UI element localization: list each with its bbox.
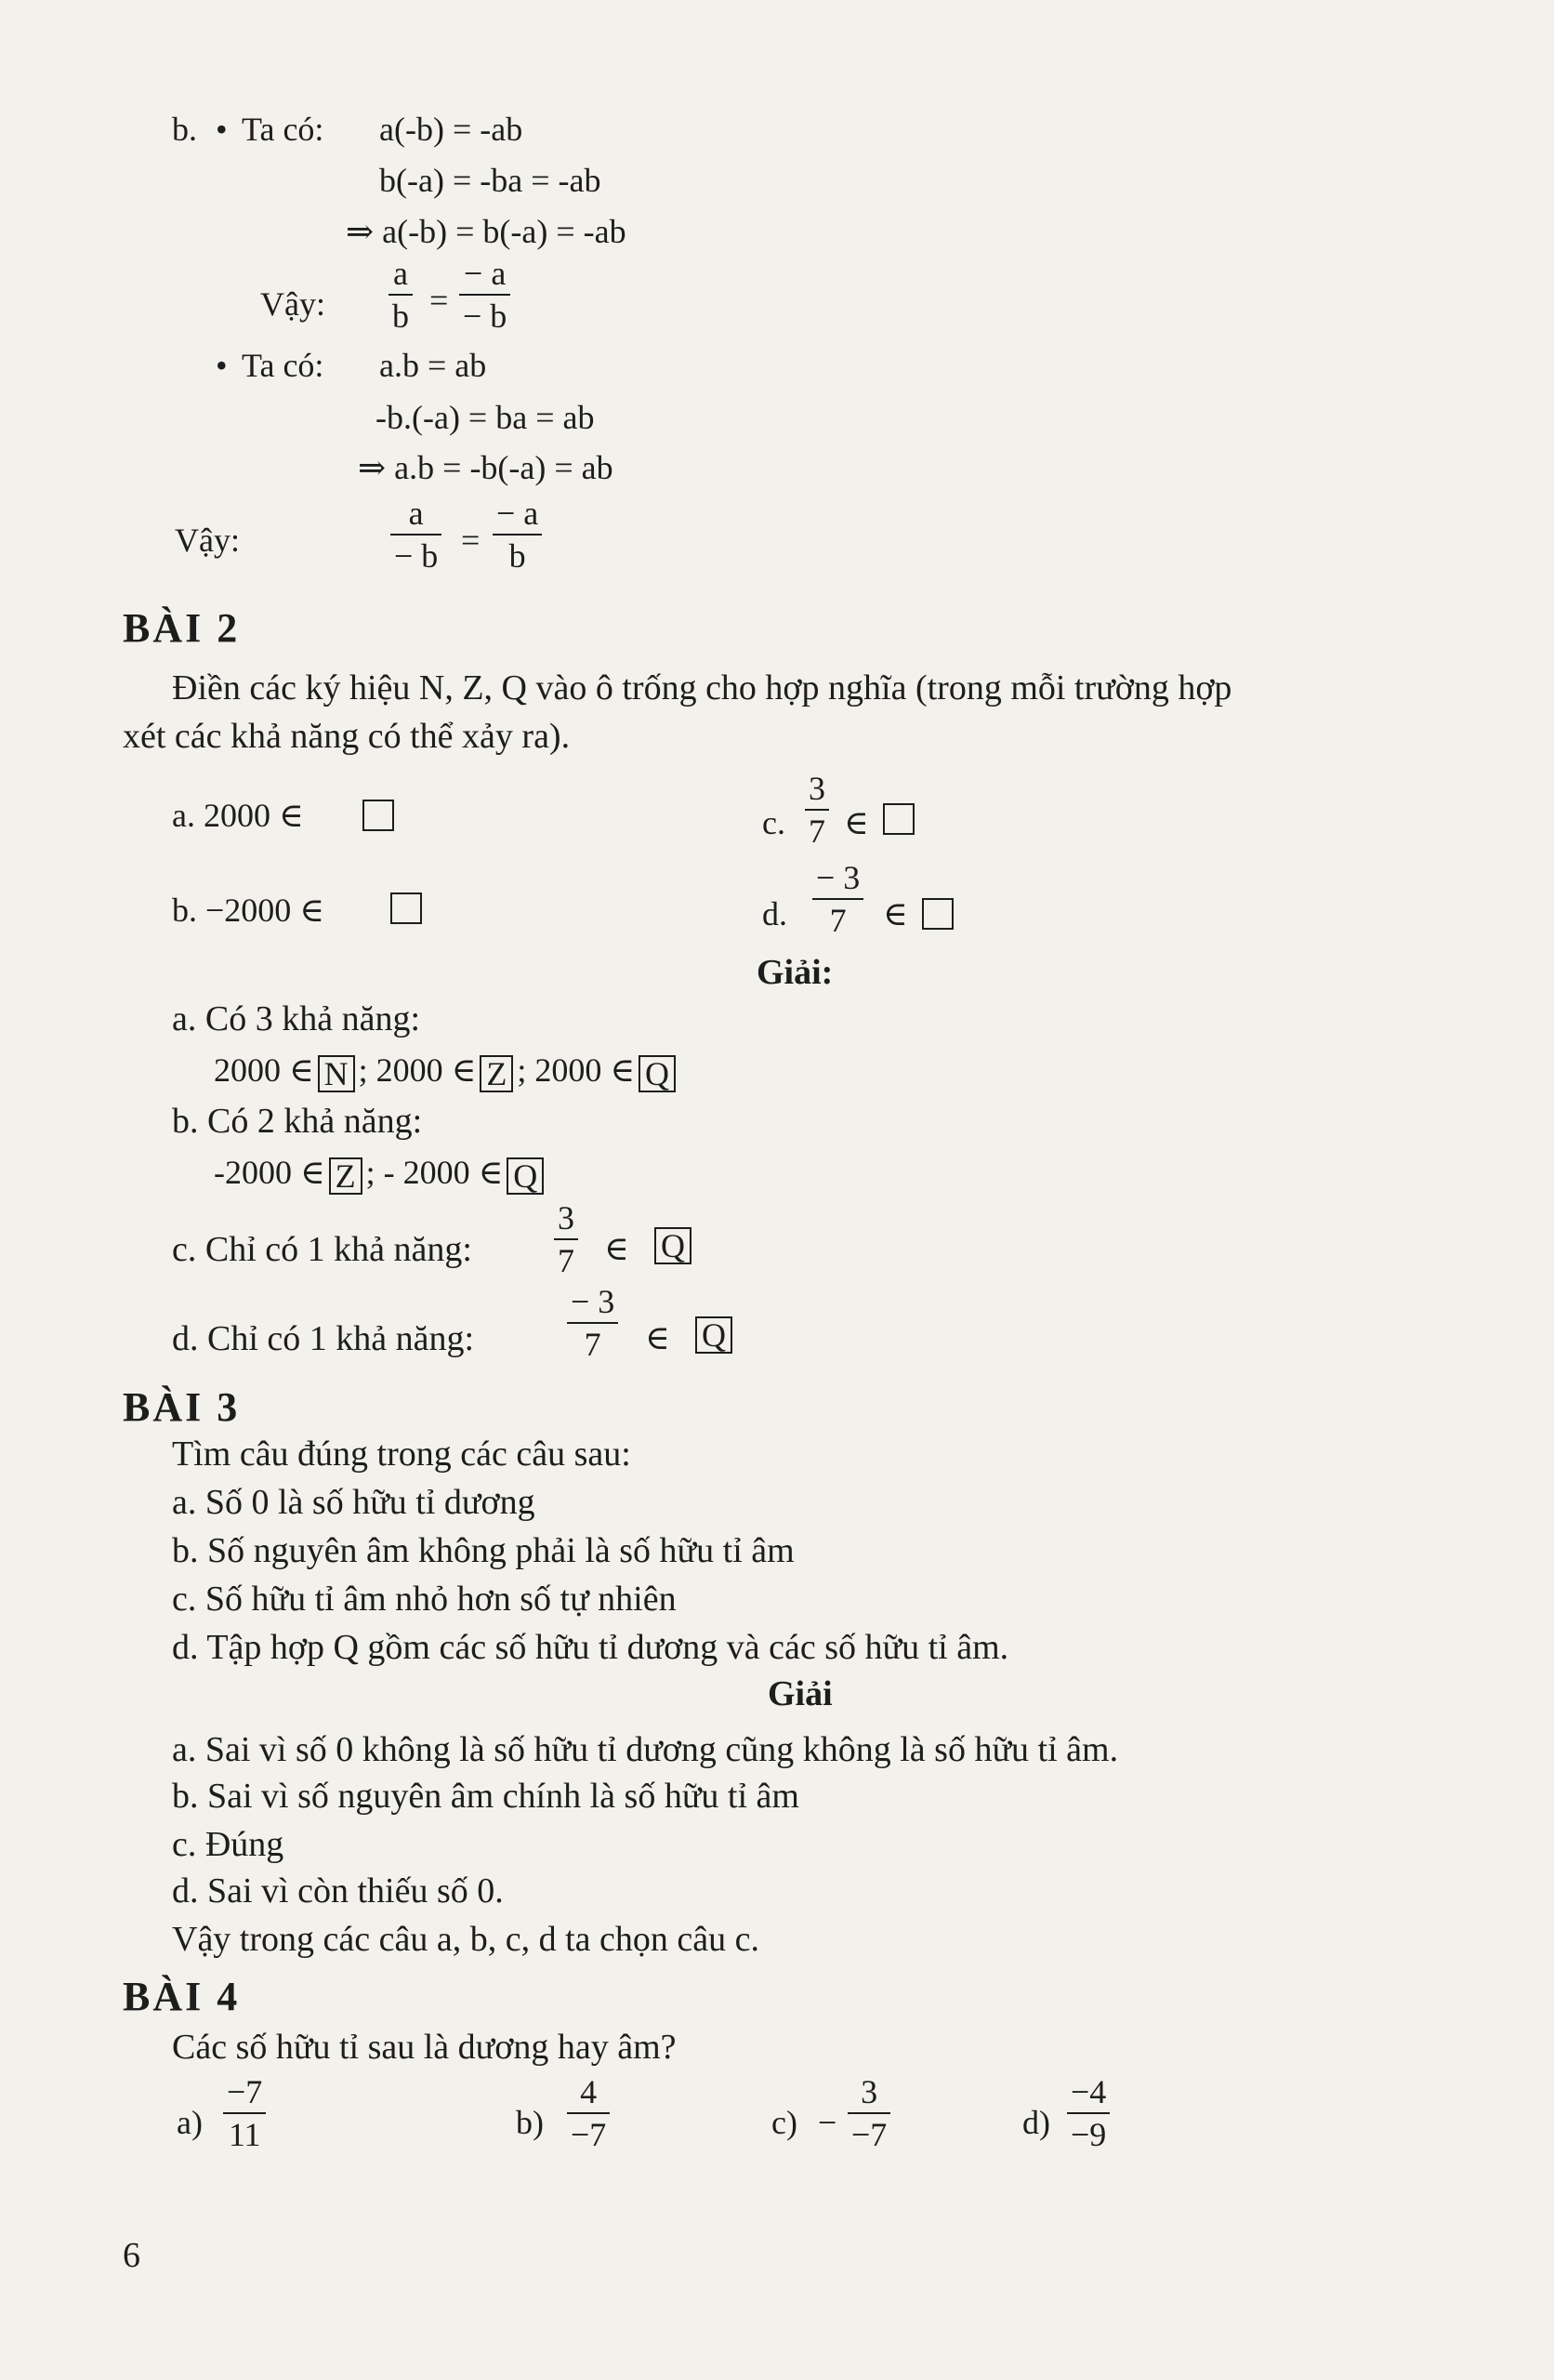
fraction: − a b [493, 495, 542, 575]
section-heading: BÀI 4 [123, 1974, 241, 2019]
fraction: 3 7 [805, 770, 829, 850]
solution-heading: Giải: [757, 953, 834, 992]
empty-box [390, 892, 422, 924]
problem-b: b. −2000 ∈ [172, 892, 324, 929]
fraction: a b [388, 255, 413, 335]
item-label: d) [1022, 2104, 1050, 2141]
empty-box [362, 800, 394, 831]
question-line: Các số hữu tỉ sau là dương hay âm? [172, 2028, 677, 2067]
answer-box: Q [695, 1316, 732, 1354]
paragraph-line: xét các khả năng có thể xảy ra). [123, 717, 571, 756]
solution-line: d. Sai vì còn thiếu số 0. [172, 1871, 504, 1911]
equation-line: a.b = ab [379, 347, 487, 384]
fraction: a − b [390, 495, 441, 575]
solution-line: c. Đúng [172, 1825, 284, 1864]
fraction: 3 7 [554, 1199, 578, 1279]
equation-line: ⇒ a(-b) = b(-a) = -ab [346, 213, 626, 250]
option-b: b. Số nguyên âm không phải là số hữu tỉ âm [172, 1531, 795, 1570]
solution-line: a. Có 3 khả năng: [172, 999, 421, 1038]
equation-line: -b.(-a) = ba = ab [375, 399, 595, 436]
solution-heading: Giải [768, 1674, 833, 1713]
option-d: d. Tập hợp Q gồm các số hữu tỉ dương và các số hữu tỉ âm. [172, 1628, 1009, 1667]
section-heading: BÀI 2 [123, 605, 241, 651]
conclusion-line: Vậy trong các câu a, b, c, d ta chọn câu c. [172, 1920, 759, 1959]
element-of-symbol: ∈ [604, 1230, 629, 1267]
answer-box: Z [329, 1157, 362, 1195]
page-number: 6 [123, 2236, 140, 2275]
element-of-symbol: ∈ [844, 804, 869, 841]
solution-line: 2000 ∈ N ; 2000 ∈ Z ; 2000 ∈ Q [214, 1051, 679, 1092]
solution-line: b. Có 2 khả năng: [172, 1102, 423, 1141]
fraction: − 3 7 [567, 1283, 618, 1363]
item-label-b: b. [172, 111, 197, 148]
option-c: c. Số hữu tỉ âm nhỏ hơn số tự nhiên [172, 1580, 677, 1619]
answer-box: Q [654, 1227, 691, 1264]
empty-box [883, 803, 915, 835]
solution-line: -2000 ∈ Z ; - 2000 ∈ Q [214, 1153, 547, 1195]
bullet: • [216, 111, 228, 148]
solution-line: d. Chỉ có 1 khả năng: [172, 1319, 475, 1358]
problem-c-label: c. [762, 804, 785, 841]
paragraph-line: Điền các ký hiệu N, Z, Q vào ô trống cho hợp nghĩa (trong mỗi trường hợp [172, 668, 1232, 707]
item-label: a) [177, 2104, 203, 2141]
fraction: − a − b [459, 255, 510, 335]
equals-sign: = [429, 282, 449, 319]
equation-line: a(-b) = -ab [379, 111, 523, 148]
answer-box: Q [507, 1157, 544, 1195]
ta-co-label: Ta có: [242, 111, 324, 148]
item-label: b) [516, 2104, 544, 2141]
fraction: 4 −7 [567, 2073, 610, 2153]
vay-label: Vậy: [175, 522, 240, 559]
solution-line: b. Sai vì số nguyên âm chính là số hữu tỉ âm [172, 1777, 799, 1816]
question-line: Tìm câu đúng trong các câu sau: [172, 1435, 631, 1474]
minus-sign: − [818, 2104, 837, 2141]
bullet: • [216, 347, 228, 384]
equation-line: b(-a) = -ba = -ab [379, 162, 601, 199]
solution-line: c. Chỉ có 1 khả năng: [172, 1230, 472, 1269]
section-heading: BÀI 3 [123, 1384, 241, 1430]
option-a: a. Số 0 là số hữu tỉ dương [172, 1483, 535, 1522]
problem-d-label: d. [762, 895, 787, 932]
answer-box: N [318, 1055, 355, 1092]
empty-box [922, 898, 954, 930]
element-of-symbol: ∈ [645, 1319, 670, 1356]
solution-line: a. Sai vì số 0 không là số hữu tỉ dương cũng không là số hữu tỉ âm. [172, 1730, 1119, 1769]
fraction: −4 −9 [1067, 2073, 1110, 2153]
fraction: − 3 7 [812, 859, 863, 939]
equals-sign: = [461, 522, 481, 559]
answer-box: Q [639, 1055, 676, 1092]
fraction: 3 −7 [848, 2073, 890, 2153]
item-label: c) [771, 2104, 797, 2141]
answer-box: Z [480, 1055, 513, 1092]
vay-label: Vậy: [260, 285, 325, 323]
element-of-symbol: ∈ [883, 895, 908, 932]
fraction: −7 11 [223, 2073, 266, 2153]
problem-a: a. 2000 ∈ [172, 797, 304, 834]
ta-co-label: Ta có: [242, 347, 324, 384]
equation-line: ⇒ a.b = -b(-a) = ab [358, 449, 613, 486]
